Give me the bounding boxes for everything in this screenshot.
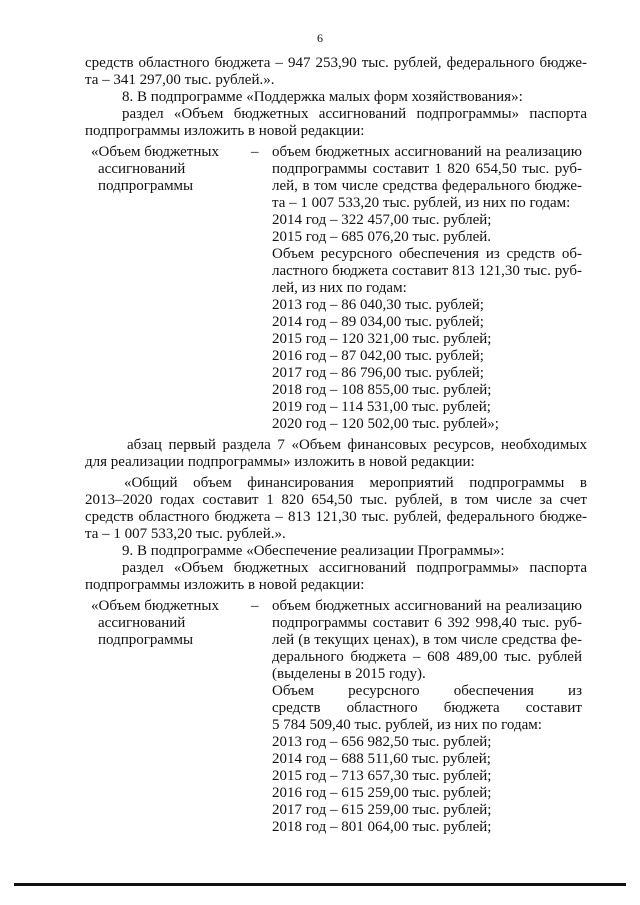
passport-text-line: 2017 год – 86 796,00 тыс. рублей; <box>272 365 484 381</box>
text-line: 2013–2020 годах составит 1 820 654,50 тыс. рублей, в том числе за счет <box>85 492 587 508</box>
text-line: та – 341 297,00 тыс. рублей.». <box>85 72 275 88</box>
passport-text-line: объем бюджетных ассигнований на реализацию <box>272 598 582 614</box>
page-number: 6 <box>317 31 323 45</box>
text-line: «Общий объем финансирования мероприятий подпрограммы в <box>124 475 587 491</box>
passport-label: «Объем бюджетных <box>91 144 219 160</box>
passport-text-line: 2019 год – 114 531,00 тыс. рублей; <box>272 399 491 415</box>
passport-text-line: подпрограммы составит 6 392 998,40 тыс. руб- <box>272 615 582 631</box>
passport-text-line: 2015 год – 713 657,30 тыс. рублей; <box>272 768 492 784</box>
passport-text-line: объем бюджетных ассигнований на реализацию <box>272 144 582 160</box>
passport-label: подпрограммы <box>98 632 194 648</box>
passport-text-line: Объем ресурсного обеспечения из средств об- <box>272 246 582 262</box>
passport-text-line: 2017 год – 615 259,00 тыс. рублей; <box>272 802 492 818</box>
passport-label: ассигнований <box>98 161 186 177</box>
passport-text-line: 2018 год – 801 064,00 тыс. рублей; <box>272 819 492 835</box>
passport-text-line: (выделены в 2015 году). <box>272 666 426 682</box>
passport-text-line: 2015 год – 120 321,00 тыс. рублей; <box>272 331 492 347</box>
passport-text-line: 2014 год – 688 511,60 тыс. рублей; <box>272 751 491 767</box>
passport-text-line: подпрограммы составит 1 820 654,50 тыс. руб- <box>272 161 582 177</box>
passport-label: ассигнований <box>98 615 186 631</box>
text-line: абзац первый раздела 7 «Объем финансовых ресурсов, необходимых <box>127 437 587 453</box>
text-line: подпрограммы изложить в новой редакции: <box>85 123 365 139</box>
passport-text-line: лей, из них по годам: <box>272 280 407 296</box>
passport-text-line: 2015 год – 685 076,20 тыс. рублей. <box>272 229 492 245</box>
passport-text-line: 2014 год – 89 034,00 тыс. рублей; <box>272 314 484 330</box>
passport-text-line: лей (в текущих ценах), в том числе средства фе- <box>272 632 582 648</box>
passport-text-line: 2018 год – 108 855,00 тыс. рублей; <box>272 382 492 398</box>
passport-text-line: 2013 год – 656 982,50 тыс. рублей; <box>272 734 492 750</box>
text-line: 8. В подпрограмме «Поддержка малых форм хозяйствования»: <box>122 89 523 105</box>
text-line: средств областного бюджета – 813 121,30 тыс. рублей, федерального бюдже- <box>85 509 587 525</box>
text-line: подпрограммы изложить в новой редакции: <box>85 577 365 593</box>
passport-text-line: Объем ресурсного обеспечения из <box>272 683 582 699</box>
passport-dash: – <box>251 144 259 160</box>
passport-text-line: та – 1 007 533,20 тыс. рублей, из них по годам: <box>272 195 571 211</box>
passport-text-line: дерального бюджета – 608 489,00 тыс. рублей <box>272 649 582 665</box>
passport-label: подпрограммы <box>98 178 194 194</box>
passport-text-line: средств областного бюджета составит <box>272 700 582 716</box>
passport-label: «Объем бюджетных <box>91 598 219 614</box>
passport-text-line: 2020 год – 120 502,00 тыс. рублей»; <box>272 416 499 432</box>
text-line: раздел «Объем бюджетных ассигнований подпрограммы» паспорта <box>122 106 587 122</box>
bottom-rule <box>14 883 626 886</box>
passport-dash: – <box>251 598 259 614</box>
passport-text-line: 2013 год – 86 040,30 тыс. рублей; <box>272 297 484 313</box>
text-line: для реализации подпрограммы» изложить в новой редакции: <box>85 454 475 470</box>
text-line: раздел «Объем бюджетных ассигнований подпрограммы» паспорта <box>122 560 587 576</box>
passport-text-line: 2016 год – 87 042,00 тыс. рублей; <box>272 348 484 364</box>
passport-text-line: 5 784 509,40 тыс. рублей, из них по годам: <box>272 717 542 733</box>
passport-text-line: 2016 год – 615 259,00 тыс. рублей; <box>272 785 492 801</box>
passport-text-line: лей, в том числе средства федерального бюдже- <box>272 178 582 194</box>
passport-text-line: ластного бюджета составит 813 121,30 тыс. руб- <box>272 263 582 279</box>
text-line: та – 1 007 533,20 тыс. рублей.». <box>85 526 286 542</box>
text-line: 9. В подпрограмме «Обеспечение реализации Программы»: <box>122 543 505 559</box>
text-line: средств областного бюджета – 947 253,90 тыс. рублей, федерального бюдже- <box>85 55 587 71</box>
passport-text-line: 2014 год – 322 457,00 тыс. рублей; <box>272 212 492 228</box>
